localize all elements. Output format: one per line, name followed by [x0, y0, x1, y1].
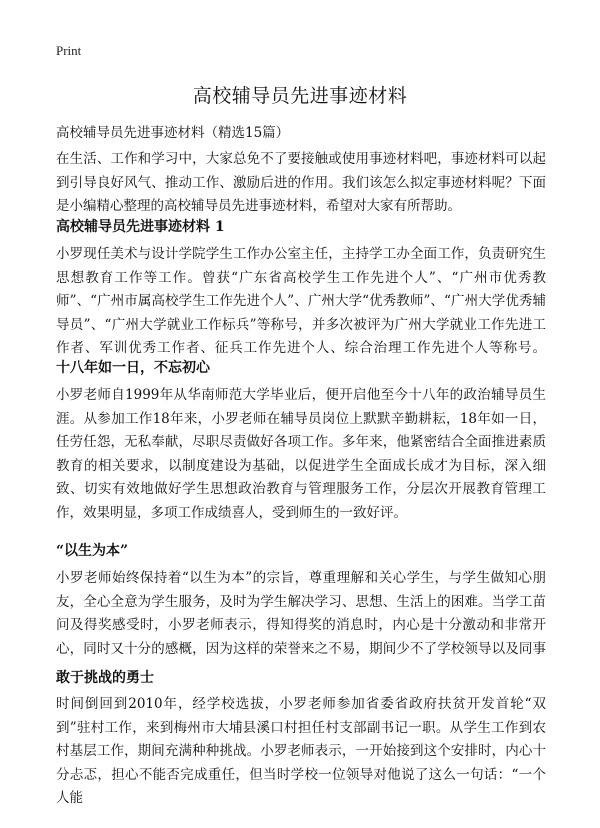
section-paragraph-3: 小罗老师始终保持着“以生为本”的宗旨，尊重理解和关心学生，与学生做知心朋友，全心全意为学生服务，及时为学生解决学习、思想、生活上的困难。当学工苗问及得奖感受时，小罗老师表示，得知得奖的消息时，内心是十分激动和非常开心，同时又十分的感概，因为这样的荣誉来之不易，期间少不了学校领导以及同事 [56, 570, 546, 657]
document-subtitle: 高校辅导员先进事迹材料（精选15篇） [56, 125, 290, 141]
section-heading-4: 敢于挑战的勇士 [56, 670, 154, 686]
section-heading-1: 高校辅导员先进事迹材料 1 [56, 219, 225, 235]
page-title: 高校辅导员先进事迹材料 [192, 85, 408, 107]
section-heading-3: “以生为本” [56, 543, 129, 559]
print-link[interactable]: Print [56, 43, 82, 58]
intro-paragraph: 在生活、工作和学习中，大家总免不了要接触或使用事迹材料吧，事迹材料可以起到引导良好风气、推动工作、激励后进的作用。我们该怎么拟定事迹材料呢？下面是小编精心整理的高校辅导员先进事迹材料，希望对大家有所帮助。 [56, 151, 546, 215]
section-paragraph-2: 小罗老师自1999年从华南师范大学毕业后，便开启他至今十八年的政治辅导员生涯。从参加工作18年来，小罗老师在辅导员岗位上默默辛勤耕耘，18年如一日，任劳任怨，无私奉献，尽职尽责做好各项工作。多年来，他紧密结合全面推进素质教育的相关要求，以制度建设为基础，以促进学生全面成长成才为目标，深入细致、切实有效地做好学生思想政治教育与管理服务工作，分层次开展教育管理工作，效果明显，多项工作成绩喜人，受到师生的一致好评。 [56, 387, 546, 521]
section-paragraph-4: 时间倒回到2010年，经学校选拔，小罗老师参加省委省政府扶贫开发首轮“双到”驻村工作，来到梅州市大埔县溪口村担任村支部副书记一职。从学生工作到农村基层工作，期间充满种种挑战。小罗老师表示，一开始接到这个安排时，内心十分忐忑，担心不能否完成重任，但当时学校一位领导对他说了这么一句话：“一个人能 [56, 696, 546, 807]
section-paragraph-1: 小罗现任美术与设计学院学生工作办公室主任，主持学工办全面工作，负责研究生思想教育工作等工作。曾获“广东省高校学生工作先进个人”、“广州市优秀教师”、“广州市属高校学生工作先进个人”、广州大学“优秀教师”、“广州大学优秀辅导员”、“广州大学就业工作标兵”等称号，并多次被评为广州大学就业工作先进工作者、军训优秀工作者、征兵工作先进个人、综合治理工作先进个人等称号。 [56, 246, 546, 357]
section-heading-2: 十八年如一日，不忘初心 [56, 360, 210, 376]
